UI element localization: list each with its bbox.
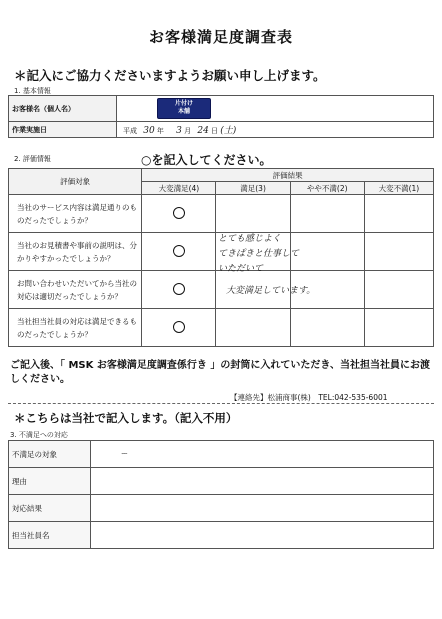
rating-cell-very-satisfied[interactable] (142, 309, 216, 347)
office-row-value[interactable] (91, 495, 434, 522)
company-stamp (157, 98, 211, 119)
rating-cell-satisfied[interactable] (216, 195, 290, 233)
rating-cell-somewhat-dissatisfied[interactable] (290, 309, 364, 347)
evaluation-question: お問い合わせいただいてから当社の対応は適切だったでしょうか？ (9, 271, 142, 309)
office-row-value[interactable]: ー (91, 441, 434, 468)
contact-info: 【連絡先】松浦商事(株) TEL:042-535-6001 (230, 393, 388, 402)
date-weekday: (土) (220, 126, 237, 136)
rating-cell-very-dissatisfied[interactable] (364, 271, 433, 309)
result-header: 評価結果 (142, 169, 434, 182)
customer-row (9, 96, 434, 122)
rating-cell-very-dissatisfied[interactable] (364, 195, 433, 233)
date-year-unit: 年 (156, 127, 164, 135)
office-use-heading: ＊こちらは当社で記入します。（記入不用） (14, 411, 238, 425)
rating-cell-very-satisfied[interactable] (142, 233, 216, 271)
rating-cell-very-dissatisfied[interactable] (364, 309, 433, 347)
rating-cell-very-satisfied[interactable] (142, 195, 216, 233)
comment-line: とても感じよく (218, 234, 282, 244)
selection-circle (173, 321, 185, 333)
comment-line: 大変満足しています。 (226, 286, 316, 296)
date-row (9, 122, 434, 138)
date-day: 24 (197, 126, 209, 136)
column-header: やや不満(2) (290, 182, 364, 195)
office-row-label: 担当社員名 (9, 522, 91, 549)
office-row-value[interactable] (91, 522, 434, 549)
instruction-text: ご記入後、「 MSK お客様満足度調査係行き 」の封筒に入れていただき、当社担当社員にお渡しください。 (10, 360, 430, 385)
selection-circle (173, 283, 185, 295)
evaluation-row (9, 195, 434, 233)
request-text: ＊記入にご協力くださいますようお願い申し上げます。 (14, 68, 326, 83)
basic-info-table (8, 95, 434, 138)
office-row-label: 理由 (9, 468, 91, 495)
handwritten-comment (218, 232, 299, 277)
date-month: 3 (176, 126, 182, 136)
office-row (9, 441, 434, 468)
customer-label: お客様名（個人名） (9, 96, 117, 122)
rating-cell-somewhat-dissatisfied[interactable] (290, 233, 364, 271)
selection-circle (173, 207, 185, 219)
comment-line: いただいて (218, 264, 264, 274)
date-month-unit: 月 (184, 127, 192, 135)
evaluation-header-row (9, 169, 434, 182)
evaluation-note: ○を記入してください。 (141, 153, 272, 167)
office-row (9, 522, 434, 549)
office-row-label: 不満足の対象 (9, 441, 91, 468)
evaluation-question: 当社のサービス内容は満足通りのものだったでしょうか？ (9, 195, 142, 233)
column-header: 満足(3) (216, 182, 290, 195)
divider (8, 403, 434, 404)
office-row-label: 対応結果 (9, 495, 91, 522)
basic-section-label: 1. 基本情報 (14, 87, 51, 95)
target-header: 評価対象 (9, 169, 142, 195)
office-use-table (8, 440, 434, 549)
rating-cell-very-dissatisfied[interactable] (364, 233, 433, 271)
evaluation-question: 当社のお見積書や事前の説明は、分かりやすかったでしょうか？ (9, 233, 142, 271)
office-row (9, 495, 434, 522)
rating-cell-somewhat-dissatisfied[interactable] (290, 195, 364, 233)
office-row (9, 468, 434, 495)
column-header: 大変不満(1) (364, 182, 433, 195)
rating-cell-very-satisfied[interactable] (142, 271, 216, 309)
office-section-label: 3. 不満足への対応 (10, 431, 68, 439)
evaluation-question: 当社担当社員の対応は満足できるものだったでしょうか？ (9, 309, 142, 347)
date-day-unit: 日 (211, 127, 219, 135)
selection-circle (173, 245, 185, 257)
page-title: お客様満足度調査表 (148, 28, 293, 46)
column-header: 大変満足(4) (142, 182, 216, 195)
date-year: 30 (143, 126, 155, 136)
office-row-value[interactable] (91, 468, 434, 495)
comment-line: てきぱきと仕事して (218, 249, 300, 259)
date-label: 作業実施日 (9, 122, 117, 138)
rating-cell-satisfied[interactable] (216, 309, 290, 347)
evaluation-section-label: 2. 評価情報 (14, 155, 51, 163)
date-field[interactable] (117, 122, 434, 138)
evaluation-row (9, 309, 434, 347)
stamp-line2: 本舗 (177, 108, 190, 115)
customer-name-field[interactable] (117, 96, 434, 122)
date-era: 平成 (123, 127, 137, 135)
stamp-line1: 片付け (174, 100, 193, 107)
